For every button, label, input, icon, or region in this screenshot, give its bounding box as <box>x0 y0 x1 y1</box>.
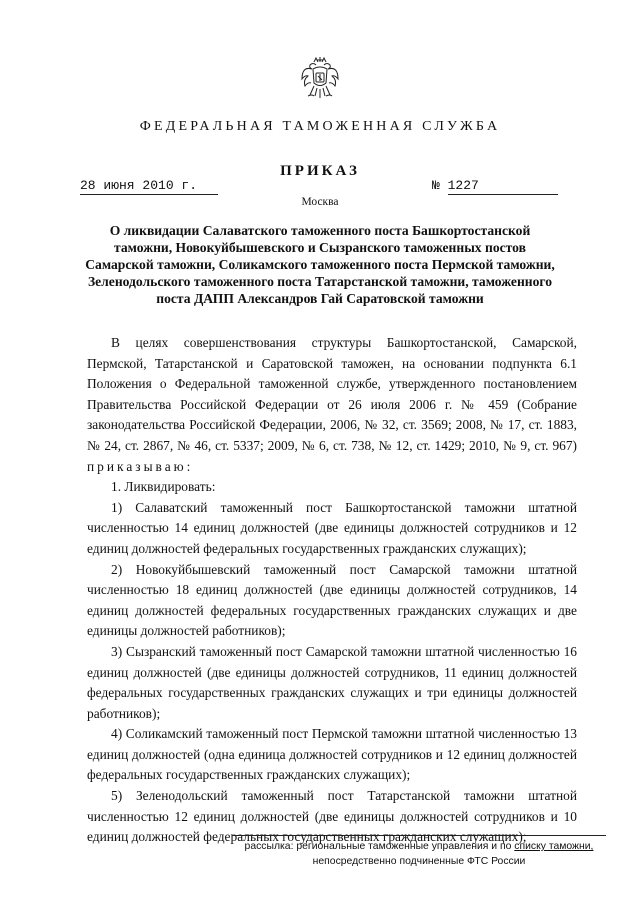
distribution-divider <box>232 835 606 836</box>
preamble-paragraph <box>87 333 577 477</box>
double-headed-eagle-emblem-icon <box>300 56 340 102</box>
order-number-prefix: № <box>432 178 440 193</box>
subject-line: Самарской таможни, Соликамского таможенного поста Пермской таможни, <box>85 257 555 272</box>
issue-city: Москва <box>301 196 339 208</box>
document-type-title: ПРИКАЗ <box>280 163 360 179</box>
preamble-text: В целях совершенствования структуры Башкортостанской, Самарской, Пермской, Татарстанской и Саратовской таможен, на основании подпункта 6.1 Положения о Федеральной таможенной службе, утвержденного постановлением Правительства Российской Федерации от 26 июля 2006 г. № 459 (Собрание законодательства Российской Федерации, 2006, № 32, ст. 3569; 2008, № 17, ст. 1883, № 24, ст. 2867, № 46, ст. 5337; 2009, № 6, ст. 738, № 12, ст. 1429; 2010, № 9, ст. 967) <box>87 335 577 453</box>
distribution-line-2: непосредственно подчиненные ФТС России <box>312 856 526 867</box>
order-word: приказываю: <box>87 458 194 474</box>
order-date: 28 июня 2010 г. <box>80 178 218 195</box>
section-heading: 1. Ликвидировать: <box>111 479 216 495</box>
subject-line: Зеленодольского таможенного поста Татарстанской таможни, таможенного <box>87 274 553 289</box>
order-body <box>87 333 577 848</box>
list-item: 3) Сызранский таможенный пост Самарской таможни штатной численностью 16 единиц должностей (две единицы должностей сотрудников, 11 единиц должностей федеральных государственных гражданских служащих и три единицы должностей работников); <box>87 643 577 721</box>
distribution-text: рассылка: региональные таможенные управления и по <box>244 841 515 852</box>
distribution-underlined-text: списку таможни, <box>514 841 594 852</box>
subject-line: поста ДАПП Александров Гай Саратовской таможни <box>156 291 484 306</box>
subject-line: таможни, Новокуйбышевского и Сызранского таможенных постов <box>114 240 526 255</box>
agency-name: ФЕДЕРАЛЬНАЯ ТАМОЖЕННАЯ СЛУЖБА <box>139 119 501 134</box>
distribution-line-1 <box>232 839 606 854</box>
list-item: 2) Новокуйбышевский таможенный пост Самарской таможни штатной численностью 18 единиц должностей (две единицы должностей сотрудников, 14 единиц должностей федеральных государственных гражданских служащих и две единицы должностей работников); <box>87 561 577 639</box>
list-item: 1) Салаватский таможенный пост Башкортостанской таможни штатной численностью 14 единиц должностей (две единицы должностей сотрудников и 12 единиц должностей федеральных государственных гражданских служащих); <box>87 499 577 556</box>
order-number-field <box>432 178 570 195</box>
order-number: 1227 <box>448 178 558 195</box>
order-subject <box>72 222 568 307</box>
list-item: 5) Зеленодольский таможенный пост Татарстанской таможни штатной численностью 12 единиц должностей (две единицы должностей сотрудников и 10 единиц должностей федеральных государственных гражданских служащих); <box>87 788 577 845</box>
subject-line: О ликвидации Салаватского таможенного поста Башкортостанской <box>109 223 531 238</box>
distribution-note <box>232 839 606 869</box>
list-item: 4) Соликамский таможенный пост Пермской таможни штатной численностью 13 единиц должностей (одна единица должностей сотрудников и 12 единиц должностей федеральных государственных гражданских служащих); <box>87 726 577 783</box>
